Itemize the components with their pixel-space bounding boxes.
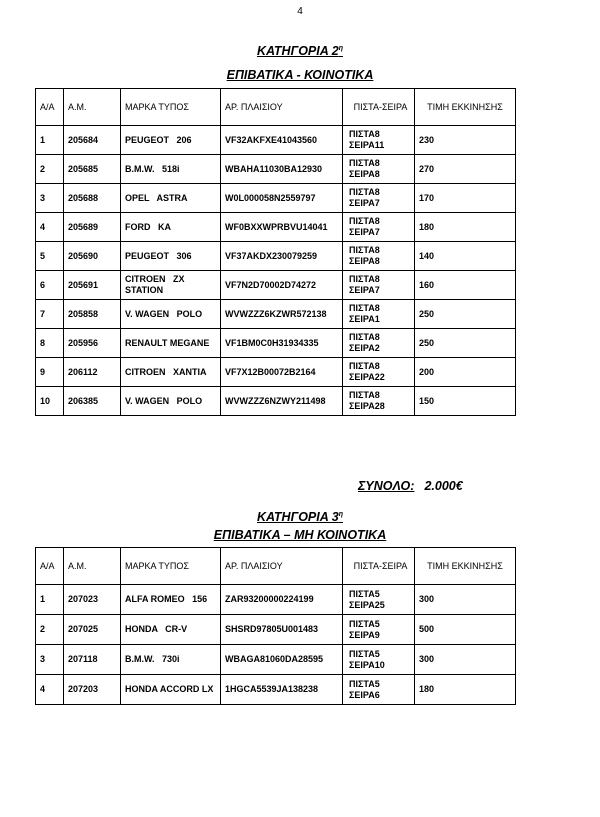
header-pista-seira: ΠΙΣΤΑ-ΣΕΙΡΑ [343, 89, 415, 126]
cell-am: 207023 [64, 585, 121, 615]
category1-title [0, 44, 600, 59]
cell-make: HONDA ACCORD LX [121, 675, 221, 705]
cell-chassis: WBAHA11030BA12930 [221, 155, 343, 184]
cell-am: 205956 [64, 329, 121, 358]
cell-am: 206112 [64, 358, 121, 387]
cell-make: PEUGEOT 306 [121, 242, 221, 271]
table-header-row [36, 89, 516, 126]
cell-chassis: VF32AKFXE41043560 [221, 126, 343, 155]
cell-price: 180 [415, 675, 516, 705]
cell-pista-seira [343, 213, 415, 242]
table-row [36, 184, 516, 213]
cell-price: 250 [415, 329, 516, 358]
category2-table-header [36, 548, 516, 585]
cell-num: 7 [36, 300, 64, 329]
header-am: Α.Μ. [64, 89, 121, 126]
cell-pista-seira [343, 184, 415, 213]
category1-title-sup: η [338, 44, 343, 52]
cell-price: 170 [415, 184, 516, 213]
header-make: ΜΑΡΚΑ ΤΥΠΟΣ [121, 548, 221, 585]
pista-text: ΠΙΣΤΑ5 [349, 618, 380, 629]
total-value: 2.000€ [424, 479, 463, 493]
pista-text: ΠΙΣΤΑ8 [349, 158, 380, 168]
table-row [36, 126, 516, 155]
cell-make: HONDA CR-V [121, 615, 221, 645]
seira-text: ΣΕΙΡΑ11 [349, 140, 385, 150]
category1-title-text: ΚΑΤΗΓΟΡΙΑ 2 [257, 44, 339, 58]
total-label: ΣΥΝΟΛΟ: [358, 479, 415, 493]
cell-pista-seira [343, 155, 415, 184]
pista-text: ΠΙΣΤΑ5 [349, 678, 380, 689]
cell-make: FORD KA [121, 213, 221, 242]
seira-text: ΣΕΙΡΑ7 [349, 285, 380, 295]
category2-title-sup: η [338, 510, 343, 518]
cell-pista-seira [343, 615, 415, 645]
cell-pista-seira [343, 358, 415, 387]
cell-num: 5 [36, 242, 64, 271]
cell-am: 206385 [64, 387, 121, 416]
cell-num: 2 [36, 155, 64, 184]
pista-text: ΠΙΣΤΑ8 [349, 216, 380, 226]
category2-title [0, 510, 600, 525]
table-row [36, 358, 516, 387]
cell-num: 9 [36, 358, 64, 387]
cell-chassis: VF7N2D70002D74272 [221, 271, 343, 300]
cell-num: 1 [36, 585, 64, 615]
cell-pista-seira [343, 645, 415, 675]
table-row [36, 329, 516, 358]
cell-chassis: ZAR93200000224199 [221, 585, 343, 615]
cell-pista-seira [343, 242, 415, 271]
table-row [36, 213, 516, 242]
category1-subtitle: ΕΠΙΒΑΤΙΚΑ - ΚΟΙΝΟΤΙΚΑ [226, 68, 374, 82]
header-am: Α.Μ. [64, 548, 121, 585]
category2-table [35, 547, 516, 705]
cell-make: ALFA ROMEO 156 [121, 585, 221, 615]
cell-chassis: W0L000058N2559797 [221, 184, 343, 213]
seira-text: ΣΕΙΡΑ1 [349, 314, 380, 324]
pista-text: ΠΙΣΤΑ8 [349, 361, 380, 371]
table-row [36, 645, 516, 675]
seira-text: ΣΕΙΡΑ10 [349, 659, 385, 670]
cell-chassis: WF0BXXWPRBVU14041 [221, 213, 343, 242]
total-line [358, 479, 463, 493]
cell-num: 2 [36, 615, 64, 645]
pista-text: ΠΙΣΤΑ8 [349, 187, 380, 197]
cell-make: V. WAGEN POLO [121, 387, 221, 416]
seira-text: ΣΕΙΡΑ28 [349, 401, 385, 411]
cell-am: 207025 [64, 615, 121, 645]
cell-num: 1 [36, 126, 64, 155]
cell-make: RENAULT MEGANE [121, 329, 221, 358]
cell-price: 200 [415, 358, 516, 387]
cell-num: 4 [36, 213, 64, 242]
cell-make: V. WAGEN POLO [121, 300, 221, 329]
category2-table-body [36, 585, 516, 705]
category1-table [35, 88, 516, 416]
category2-title-text: ΚΑΤΗΓΟΡΙΑ 3 [257, 510, 339, 524]
cell-pista-seira [343, 271, 415, 300]
header-aa: Α/Α [36, 548, 64, 585]
pista-text: ΠΙΣΤΑ8 [349, 303, 380, 313]
header-price: ΤΙΜΗ ΕΚΚΙΝΗΣΗΣ [415, 548, 516, 585]
cell-make: CITROEN XANTIA [121, 358, 221, 387]
pista-text: ΠΙΣΤΑ8 [349, 332, 380, 342]
cell-chassis: VF1BM0C0H31934335 [221, 329, 343, 358]
cell-am: 205858 [64, 300, 121, 329]
seira-text: ΣΕΙΡΑ9 [349, 629, 380, 640]
cell-make: CITROEN ZX STATION [121, 271, 221, 300]
cell-num: 3 [36, 645, 64, 675]
cell-pista-seira [343, 300, 415, 329]
cell-chassis: VF37AKDX230079259 [221, 242, 343, 271]
cell-make: B.M.W. 518i [121, 155, 221, 184]
pista-text: ΠΙΣΤΑ8 [349, 129, 380, 139]
header-aa: Α/Α [36, 89, 64, 126]
cell-num: 6 [36, 271, 64, 300]
cell-am: 207118 [64, 645, 121, 675]
table-row [36, 155, 516, 184]
cell-price: 270 [415, 155, 516, 184]
cell-am: 205691 [64, 271, 121, 300]
cell-price: 180 [415, 213, 516, 242]
seira-text: ΣΕΙΡΑ22 [349, 372, 385, 382]
pista-text: ΠΙΣΤΑ5 [349, 588, 380, 599]
seira-text: ΣΕΙΡΑ8 [349, 256, 380, 266]
cell-pista-seira [343, 585, 415, 615]
table-row [36, 271, 516, 300]
cell-make: B.M.W. 730i [121, 645, 221, 675]
cell-pista-seira [343, 675, 415, 705]
cell-am: 205685 [64, 155, 121, 184]
cell-price: 160 [415, 271, 516, 300]
category2-subtitle: ΕΠΙΒΑΤΙΚΑ – ΜΗ ΚΟΙΝΟΤΙΚΑ [213, 528, 387, 542]
cell-am: 205688 [64, 184, 121, 213]
cell-am: 205690 [64, 242, 121, 271]
cell-am: 205684 [64, 126, 121, 155]
seira-text: ΣΕΙΡΑ25 [349, 599, 385, 610]
cell-num: 8 [36, 329, 64, 358]
cell-pista-seira [343, 126, 415, 155]
table-row [36, 675, 516, 705]
header-chassis: ΑΡ. ΠΛΑΙΣΙΟΥ [221, 548, 343, 585]
cell-chassis: WBAGA81060DA28595 [221, 645, 343, 675]
cell-make: PEUGEOT 206 [121, 126, 221, 155]
cell-pista-seira [343, 387, 415, 416]
cell-chassis: WVWZZZ6KZWR572138 [221, 300, 343, 329]
pista-text: ΠΙΣΤΑ8 [349, 390, 380, 400]
category1-table-header [36, 89, 516, 126]
cell-chassis: VF7X12B00072B2164 [221, 358, 343, 387]
table-row [36, 300, 516, 329]
seira-text: ΣΕΙΡΑ6 [349, 689, 380, 700]
seira-text: ΣΕΙΡΑ2 [349, 343, 380, 353]
seira-text: ΣΕΙΡΑ7 [349, 227, 380, 237]
cell-chassis: 1HGCA5539JA138238 [221, 675, 343, 705]
seira-text: ΣΕΙΡΑ7 [349, 198, 380, 208]
pista-text: ΠΙΣΤΑ8 [349, 274, 380, 284]
table-header-row [36, 548, 516, 585]
cell-num: 10 [36, 387, 64, 416]
cell-price: 230 [415, 126, 516, 155]
category1-table-body [36, 126, 516, 416]
cell-price: 300 [415, 645, 516, 675]
seira-text: ΣΕΙΡΑ8 [349, 169, 380, 179]
cell-price: 300 [415, 585, 516, 615]
cell-am: 205689 [64, 213, 121, 242]
table-row [36, 615, 516, 645]
header-make: ΜΑΡΚΑ ΤΥΠΟΣ [121, 89, 221, 126]
page-number: 4 [297, 6, 303, 17]
table-row [36, 387, 516, 416]
cell-chassis: WVWZZZ6NZWY211498 [221, 387, 343, 416]
header-chassis: ΑΡ. ΠΛΑΙΣΙΟΥ [221, 89, 343, 126]
table-row [36, 585, 516, 615]
cell-price: 500 [415, 615, 516, 645]
cell-chassis: SHSRD97805U001483 [221, 615, 343, 645]
cell-am: 207203 [64, 675, 121, 705]
cell-make: OPEL ASTRA [121, 184, 221, 213]
cell-price: 150 [415, 387, 516, 416]
header-price: ΤΙΜΗ ΕΚΚΙΝΗΣΗΣ [415, 89, 516, 126]
pista-text: ΠΙΣΤΑ8 [349, 245, 380, 255]
header-pista-seira: ΠΙΣΤΑ-ΣΕΙΡΑ [343, 548, 415, 585]
cell-pista-seira [343, 329, 415, 358]
pista-text: ΠΙΣΤΑ5 [349, 648, 380, 659]
cell-num: 4 [36, 675, 64, 705]
cell-num: 3 [36, 184, 64, 213]
cell-price: 140 [415, 242, 516, 271]
cell-price: 250 [415, 300, 516, 329]
table-row [36, 242, 516, 271]
